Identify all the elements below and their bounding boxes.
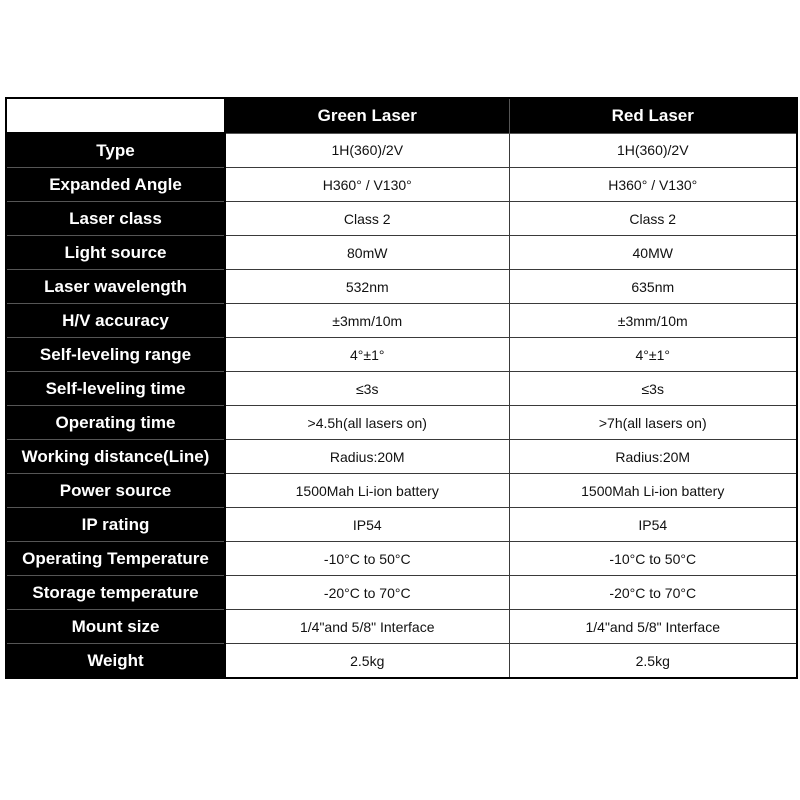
table-row	[6, 576, 797, 610]
green-laser-value: 1500Mah Li-ion battery	[225, 474, 509, 508]
green-laser-value: 2.5kg	[225, 644, 509, 679]
green-laser-value: Class 2	[225, 202, 509, 236]
table-row	[6, 270, 797, 304]
table-row	[6, 372, 797, 406]
row-label: Self-leveling range	[6, 338, 225, 372]
row-label: H/V accuracy	[6, 304, 225, 338]
table-row	[6, 168, 797, 202]
green-laser-value: >4.5h(all lasers on)	[225, 406, 509, 440]
green-laser-value: 4°±1°	[225, 338, 509, 372]
table-row	[6, 304, 797, 338]
red-laser-value: 2.5kg	[509, 644, 797, 679]
spec-table-body	[6, 133, 797, 678]
row-label: Self-leveling time	[6, 372, 225, 406]
red-laser-value: Radius:20M	[509, 440, 797, 474]
green-laser-value: 80mW	[225, 236, 509, 270]
green-laser-value: IP54	[225, 508, 509, 542]
green-laser-value: -20°C to 70°C	[225, 576, 509, 610]
corner-cell	[6, 98, 225, 133]
table-row	[6, 610, 797, 644]
red-laser-value: ≤3s	[509, 372, 797, 406]
red-laser-value: 1500Mah Li-ion battery	[509, 474, 797, 508]
red-laser-value: IP54	[509, 508, 797, 542]
table-row	[6, 474, 797, 508]
red-laser-value: 4°±1°	[509, 338, 797, 372]
red-laser-value: -20°C to 70°C	[509, 576, 797, 610]
row-label: Light source	[6, 236, 225, 270]
table-row	[6, 202, 797, 236]
green-laser-value: ≤3s	[225, 372, 509, 406]
table-row	[6, 338, 797, 372]
red-laser-value: >7h(all lasers on)	[509, 406, 797, 440]
table-row	[6, 644, 797, 679]
column-header-green-laser: Green Laser	[225, 98, 509, 133]
table-row	[6, 133, 797, 168]
red-laser-value: H360° / V130°	[509, 168, 797, 202]
green-laser-value: -10°C to 50°C	[225, 542, 509, 576]
red-laser-value: 40MW	[509, 236, 797, 270]
red-laser-value: 1/4"and 5/8" Interface	[509, 610, 797, 644]
red-laser-value: ±3mm/10m	[509, 304, 797, 338]
row-label: Type	[6, 133, 225, 168]
column-header-red-laser: Red Laser	[509, 98, 797, 133]
row-label: Mount size	[6, 610, 225, 644]
row-label: Laser wavelength	[6, 270, 225, 304]
row-label: Operating Temperature	[6, 542, 225, 576]
table-row	[6, 406, 797, 440]
green-laser-value: 1/4"and 5/8" Interface	[225, 610, 509, 644]
table-row	[6, 440, 797, 474]
row-label: Storage temperature	[6, 576, 225, 610]
row-label: Operating time	[6, 406, 225, 440]
green-laser-value: 532nm	[225, 270, 509, 304]
red-laser-value: 1H(360)/2V	[509, 133, 797, 168]
row-label: Laser class	[6, 202, 225, 236]
table-row	[6, 542, 797, 576]
table-row	[6, 236, 797, 270]
row-label: Expanded Angle	[6, 168, 225, 202]
red-laser-value: 635nm	[509, 270, 797, 304]
table-row	[6, 508, 797, 542]
green-laser-value: ±3mm/10m	[225, 304, 509, 338]
row-label: IP rating	[6, 508, 225, 542]
row-label: Working distance(Line)	[6, 440, 225, 474]
header-row	[6, 98, 797, 133]
green-laser-value: 1H(360)/2V	[225, 133, 509, 168]
green-laser-value: H360° / V130°	[225, 168, 509, 202]
red-laser-value: -10°C to 50°C	[509, 542, 797, 576]
row-label: Power source	[6, 474, 225, 508]
green-laser-value: Radius:20M	[225, 440, 509, 474]
row-label: Weight	[6, 644, 225, 679]
red-laser-value: Class 2	[509, 202, 797, 236]
spec-comparison-table	[5, 97, 798, 679]
